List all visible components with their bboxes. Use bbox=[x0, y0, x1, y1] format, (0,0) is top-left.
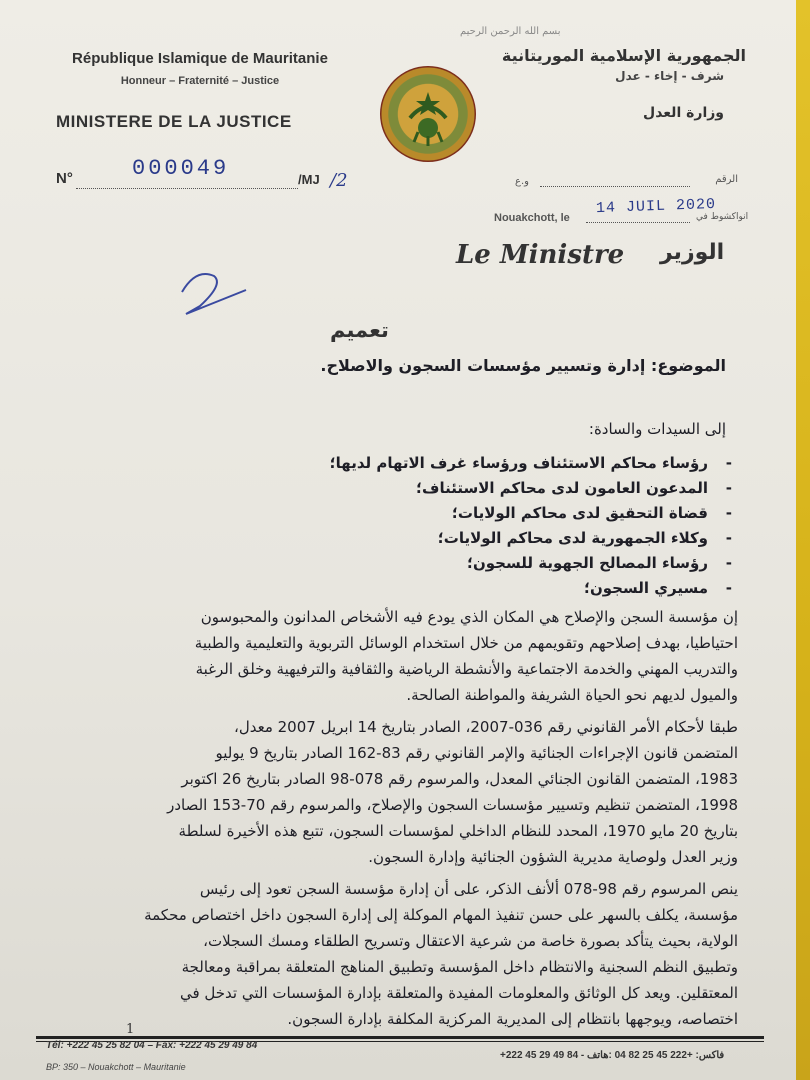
arabic-motto: شرف - إخاء - عدل bbox=[615, 69, 724, 83]
reference-number-label: N° bbox=[56, 170, 73, 187]
signatory-french: Le Ministre bbox=[456, 240, 625, 270]
french-motto: Honneur – Fraternité – Justice bbox=[120, 75, 280, 87]
paragraph-line: مؤسسة، يكلف بالسهر على حسن تنفيذ المهام الموكلة إلى إدارة السجون داخل اختصاص محكمة bbox=[144, 906, 738, 924]
signatory-arabic: الوزير bbox=[660, 240, 725, 265]
paragraph-line: والميول لديهم نحو الحياة الشريفة والمواطنة الصالحة. bbox=[406, 686, 738, 704]
reference-handwritten-suffix: /2 bbox=[330, 170, 348, 191]
arabic-date-label: انواكشوط في bbox=[696, 212, 749, 222]
bismillah-header: بسم الله الرحمن الرحيم bbox=[460, 26, 561, 37]
recipient-item: - قضاة التحقيق لدى محاكم الولايات؛ bbox=[451, 504, 732, 522]
paragraph-line: اختصاصه، ويوجهها بانتظام إلى المديرية المركزية المكلفة بإدارة السجون. bbox=[287, 1010, 738, 1028]
paragraph-line: وزير العدل ولوصاية مديرية الشؤون الجنائية وإدارة السجون. bbox=[368, 848, 738, 866]
arabic-number-line bbox=[540, 186, 690, 187]
footer-rule bbox=[36, 1036, 764, 1039]
paragraph-line: بتاريخ 20 مايو 1970، المحدد للنظام الداخلي لمؤسسات السجون، تتبع هذه الأخيرة لسلطة bbox=[178, 822, 738, 840]
page-number: 1 bbox=[126, 1022, 135, 1037]
paragraph-line: إن مؤسسة السجن والإصلاح هي المكان الذي يودع فيه الأشخاص المدانون والمحبوسون bbox=[200, 608, 738, 626]
paragraph-line: طبقا لأحكام الأمر القانوني رقم 036-2007، الصادر بتاريخ 14 ابريل 2007 معدل، bbox=[233, 718, 738, 736]
date-stamp: 14 JUIL 2020 bbox=[595, 195, 717, 218]
reference-number-value: 000049 bbox=[132, 156, 230, 181]
arabic-number-suffix: و.ع bbox=[515, 176, 529, 187]
french-letterhead bbox=[40, 50, 360, 87]
handwritten-mark-icon bbox=[176, 262, 256, 318]
footer-contact-french: Tél: +222 45 25 82 04 – Fax: +222 45 29 49 84 bbox=[46, 1040, 258, 1051]
footer-postal-address: BP: 350 – Nouakchott – Mauritanie bbox=[46, 1062, 186, 1072]
date-label: Nouakchott, le bbox=[494, 212, 570, 224]
paragraph-line: والتدريب المهني والخدمة الاجتماعية والأنشطة الرياضية والثقافية والترفيهية وخلق الرغبة bbox=[195, 660, 738, 678]
reference-number-line bbox=[76, 188, 298, 189]
recipient-item: - مسيري السجون؛ bbox=[583, 579, 732, 597]
paragraph-line: المتضمن قانون الإجراءات الجنائية والإمر القانوني رقم 83-162 الصادر بتاريخ 9 يوليو bbox=[215, 744, 738, 762]
footer-contact-arabic: +222 45 29 49 84 - فاكس: +222 45 25 82 04 :هاتف bbox=[500, 1050, 725, 1061]
date-line bbox=[586, 222, 690, 223]
arabic-ministry-name: وزارة العدل bbox=[643, 105, 724, 121]
recipient-item: - المدعون العامون لدى محاكم الاستئناف؛ bbox=[416, 479, 732, 497]
paragraph-line: احتياطيا، بهدف إصلاحهم وتقويمهم من خلال استخدام الوسائل التربوية والتعليمية والطبية bbox=[194, 634, 738, 652]
paragraph-line: 1983، المتضمن القانون الجنائي المعدل، والمرسوم رقم 078-98 الصادر بتاريخ 26 اكتوبر bbox=[181, 770, 738, 788]
paragraph-line: الولاية، بحيث يتأكد بصورة خاصة من شرعية الاعتقال وتسريح الطلقاء ومسك السجلات، bbox=[203, 932, 738, 950]
arabic-republic-name: الجمهورية الإسلامية الموريتانية bbox=[501, 46, 746, 65]
arabic-letterhead bbox=[446, 46, 746, 121]
yellow-folder-edge bbox=[796, 0, 810, 1080]
paragraph-line: وتطبيق النظم السجنية والانتظام داخل المؤسسة وتطبيق المناهج المتعلقة بمراقبة ومعالجة bbox=[181, 958, 738, 976]
paragraph-line: 1998، المتضمن تنظيم وتسيير مؤسسات السجون والإصلاح، والمرسوم رقم 70-153 الصادر bbox=[167, 796, 738, 814]
french-republic-name: République Islamique de Mauritanie bbox=[72, 50, 328, 67]
recipient-item: - رؤساء المصالح الجهوية للسجون؛ bbox=[466, 554, 732, 572]
paragraph-line: ينص المرسوم رقم 98-078 ألأنف الذكر، على أن إدارة مؤسسة السجن تعود إلى رئيس bbox=[199, 880, 738, 898]
salutation: إلى السيدات والسادة: bbox=[588, 420, 726, 438]
paragraph-line: المعتقلين. ويعد كل الوثائق والمعلومات المفيدة والمتعلقة بإدارة المؤسسات التي تدخل في bbox=[179, 984, 738, 1002]
circular-subject: الموضوع: إدارة وتسيير مؤسسات السجون والاصلاح. bbox=[320, 356, 726, 375]
french-ministry-name: MINISTERE DE LA JUSTICE bbox=[56, 112, 292, 131]
reference-number-suffix: /MJ bbox=[298, 172, 320, 187]
recipient-item: - وكلاء الجمهورية لدى محاكم الولايات؛ bbox=[437, 529, 732, 547]
recipient-item: - رؤساء محاكم الاستئناف ورؤساء غرف الاتهام لديها؛ bbox=[329, 454, 732, 472]
circular-title: تعميم bbox=[330, 318, 389, 342]
arabic-number-label: الرقم bbox=[715, 174, 738, 185]
